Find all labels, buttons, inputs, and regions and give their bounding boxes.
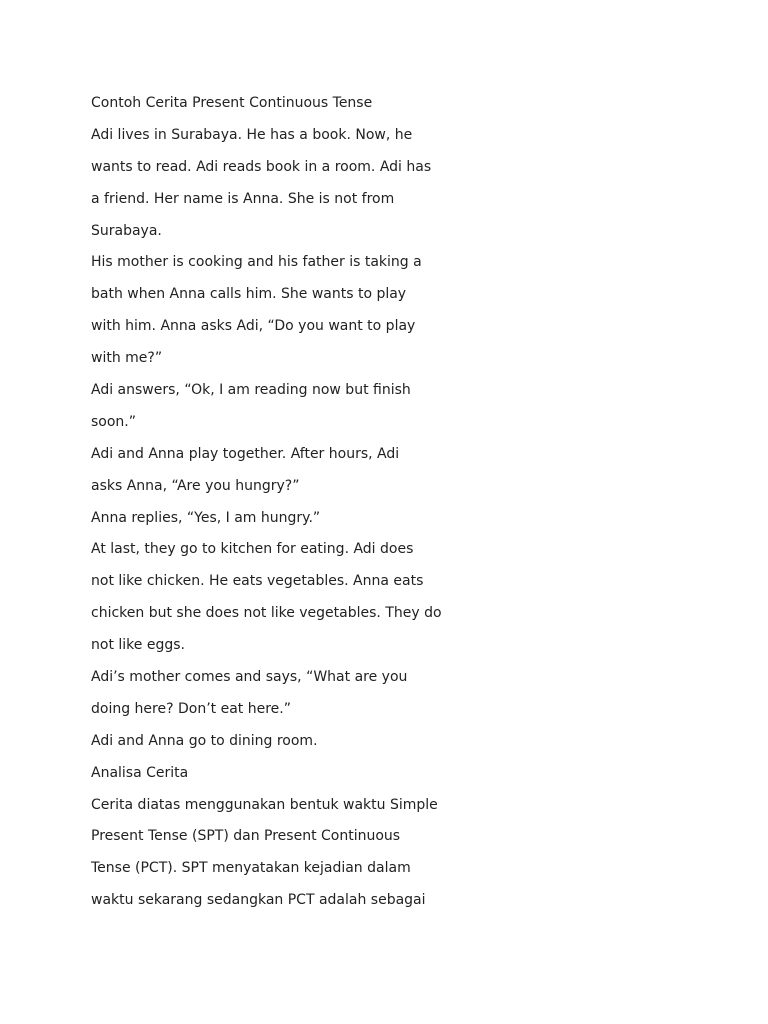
text-line: doing here? Don’t eat here.” <box>91 700 291 717</box>
text-line: waktu sekarang sedangkan PCT adalah sebagai <box>91 892 426 909</box>
text-line: asks Anna, “Are you hungry?” <box>91 477 300 494</box>
text-line: chicken but she does not like vegetables. They do <box>91 605 442 622</box>
text-line: His mother is cooking and his father is taking a <box>91 254 422 271</box>
section-heading: Analisa Cerita <box>91 764 189 781</box>
text-line: Anna replies, “Yes, I am hungry.” <box>91 509 321 526</box>
text-line: Adi lives in Surabaya. He has a book. Now, he <box>91 126 413 143</box>
text-line: bath when Anna calls him. She wants to play <box>91 286 407 303</box>
document-body <box>91 88 471 917</box>
text-line: Adi’s mother comes and says, “What are you <box>91 669 408 686</box>
text-line: Present Tense (SPT) dan Present Continuous <box>91 828 401 845</box>
text-line: with me?” <box>91 350 163 367</box>
text-line: Adi and Anna play together. After hours, Adi <box>91 445 400 462</box>
text-line: Tense (PCT). SPT menyatakan kejadian dalam <box>91 860 411 877</box>
text-line: not like eggs. <box>91 637 185 654</box>
text-line: soon.” <box>91 413 137 430</box>
text-line: Cerita diatas menggunakan bentuk waktu Simple <box>91 796 438 813</box>
text-line: not like chicken. He eats vegetables. Anna eats <box>91 573 424 590</box>
text-line: wants to read. Adi reads book in a room. Adi has <box>91 158 432 175</box>
text-line: Adi and Anna go to dining room. <box>91 732 318 749</box>
text-line: Adi answers, “Ok, I am reading now but finish <box>91 382 411 399</box>
document-title: Contoh Cerita Present Continuous Tense <box>91 95 373 111</box>
text-line: At last, they go to kitchen for eating. Adi does <box>91 541 414 558</box>
text-line: with him. Anna asks Adi, “Do you want to play <box>91 318 416 335</box>
text-line: a friend. Her name is Anna. She is not from <box>91 190 395 207</box>
text-line: Surabaya. <box>91 222 162 239</box>
